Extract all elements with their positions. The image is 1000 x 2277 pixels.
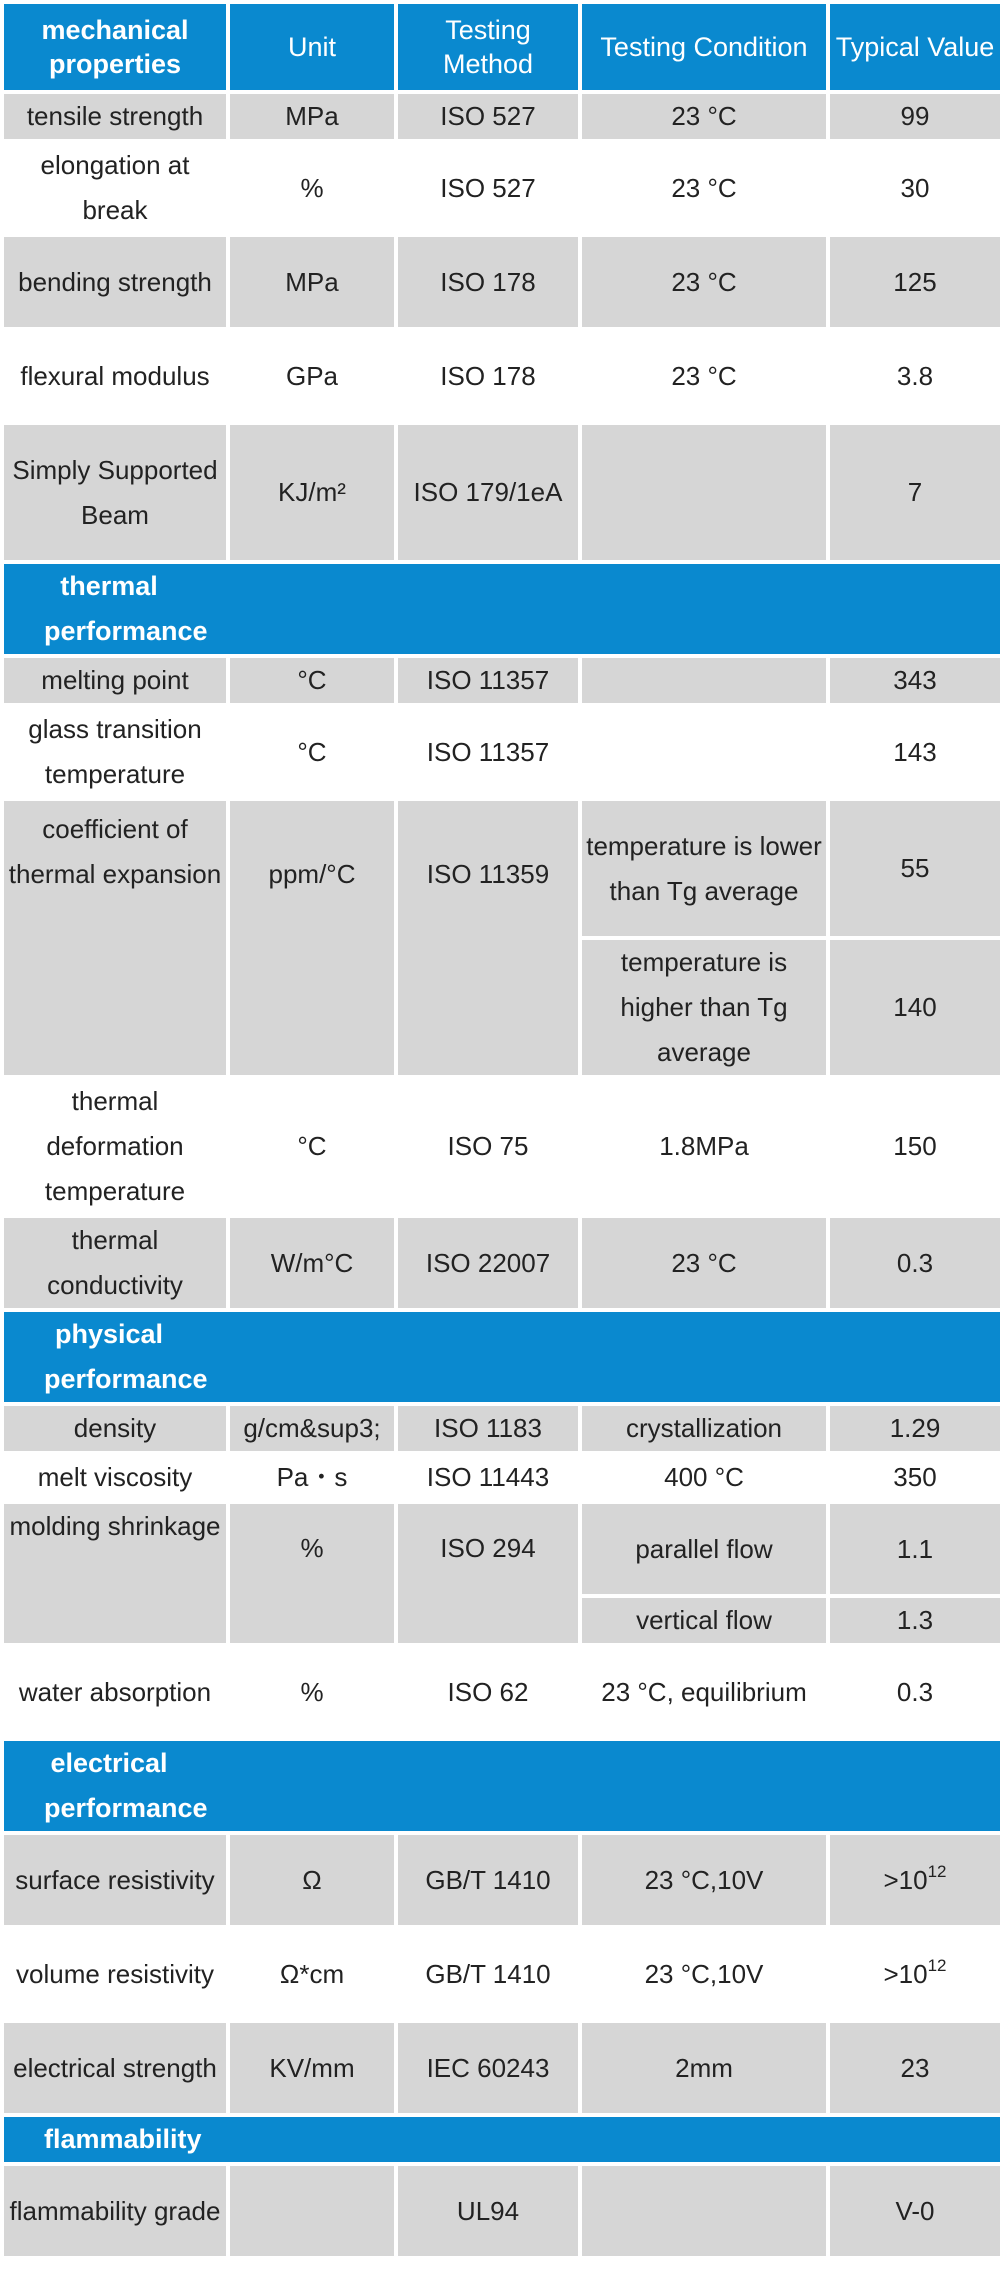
condition-cell: temperature is lower than Tg average	[582, 801, 826, 936]
condition-cell: temperature is higher than Tg average	[582, 940, 826, 1075]
unit-cell: °C	[230, 1079, 394, 1214]
value-cell: 143	[830, 707, 1000, 797]
condition-cell: 23 °C	[582, 237, 826, 327]
property-cell: volume resistivity	[4, 1929, 226, 2019]
table-row	[4, 1455, 1000, 1500]
method-cell: ISO 527	[398, 94, 578, 139]
section-title-text: flammability	[44, 2124, 202, 2154]
table-row	[4, 2023, 1000, 2113]
unit-cell: MPa	[230, 94, 394, 139]
table-row	[4, 1835, 1000, 1925]
value-exponent: 12	[927, 1861, 947, 1881]
property-cell: Simply Supported Beam	[4, 425, 226, 560]
unit-cell: Pa・s	[230, 1455, 394, 1500]
condition-cell: 23 °C	[582, 1218, 826, 1308]
property-cell: molding shrinkage	[4, 1504, 226, 1643]
section-row	[4, 1741, 1000, 1831]
section-title	[4, 2117, 1000, 2162]
unit-cell: g/cm&sup3;	[230, 1406, 394, 1451]
unit-cell: W/m°C	[230, 1218, 394, 1308]
table-row	[4, 707, 1000, 797]
section-row	[4, 1312, 1000, 1402]
condition-cell	[582, 2166, 826, 2256]
method-cell: ISO 75	[398, 1079, 578, 1214]
value-cell: 7	[830, 425, 1000, 560]
method-cell: ISO 11357	[398, 658, 578, 703]
unit-cell: °C	[230, 707, 394, 797]
table-row	[4, 658, 1000, 703]
property-cell: melting point	[4, 658, 226, 703]
method-cell: ISO 178	[398, 331, 578, 421]
property-cell: melt viscosity	[4, 1455, 226, 1500]
section-row	[4, 2117, 1000, 2162]
method-cell: ISO 11357	[398, 707, 578, 797]
condition-cell: 23 °C	[582, 143, 826, 233]
header-category: mechanical properties	[4, 4, 226, 90]
value-cell: 1.1	[830, 1504, 1000, 1594]
value-cell: 30	[830, 143, 1000, 233]
condition-cell: parallel flow	[582, 1504, 826, 1594]
property-cell: water absorption	[4, 1647, 226, 1737]
unit-cell: Ω*cm	[230, 1929, 394, 2019]
method-cell: UL94	[398, 2166, 578, 2256]
unit-cell: GPa	[230, 331, 394, 421]
condition-cell: 23 °C	[582, 331, 826, 421]
header-row	[4, 4, 1000, 90]
value-cell: 0.3	[830, 1218, 1000, 1308]
method-cell: ISO 178	[398, 237, 578, 327]
unit-cell: %	[230, 1504, 394, 1643]
section-title	[4, 1312, 1000, 1402]
unit-cell: %	[230, 143, 394, 233]
property-cell: glass transition temperature	[4, 707, 226, 797]
method-cell: GB/T 1410	[398, 1835, 578, 1925]
condition-cell: 23 °C	[582, 94, 826, 139]
value-cell: 140	[830, 940, 1000, 1075]
value-cell: 125	[830, 237, 1000, 327]
unit-cell: %	[230, 1647, 394, 1737]
property-cell: flexural modulus	[4, 331, 226, 421]
section-title	[4, 1741, 1000, 1831]
unit-cell: Ω	[230, 1835, 394, 1925]
value-exponent: 12	[927, 1955, 947, 1975]
table-row	[4, 1406, 1000, 1451]
table-row	[4, 801, 1000, 936]
value-cell: 150	[830, 1079, 1000, 1214]
condition-cell: 23 °C, equilibrium	[582, 1647, 826, 1737]
value-base: >10	[883, 1864, 928, 1895]
property-cell: thermal conductivity	[4, 1218, 226, 1308]
header-value: Typical Value	[830, 4, 1000, 90]
table-row	[4, 1218, 1000, 1308]
unit-cell: MPa	[230, 237, 394, 327]
property-cell: density	[4, 1406, 226, 1451]
condition-cell: 23 °C,10V	[582, 1929, 826, 2019]
header-method: Testing Method	[398, 4, 578, 90]
method-cell: ISO 179/1eA	[398, 425, 578, 560]
value-cell	[830, 1929, 1000, 2019]
condition-cell	[582, 707, 826, 797]
property-cell: elongation at break	[4, 143, 226, 233]
unit-cell: KV/mm	[230, 2023, 394, 2113]
condition-cell: crystallization	[582, 1406, 826, 1451]
condition-cell: 400 °C	[582, 1455, 826, 1500]
table-row	[4, 143, 1000, 233]
table-row	[4, 331, 1000, 421]
value-cell	[830, 1835, 1000, 1925]
value-cell: 99	[830, 94, 1000, 139]
method-cell: ISO 294	[398, 1504, 578, 1643]
property-cell: tensile strength	[4, 94, 226, 139]
property-cell: electrical strength	[4, 2023, 226, 2113]
condition-cell	[582, 425, 826, 560]
condition-cell: 23 °C,10V	[582, 1835, 826, 1925]
value-cell: 3.8	[830, 331, 1000, 421]
value-base: >10	[883, 1958, 928, 1989]
table-row	[4, 1929, 1000, 2019]
property-cell: thermal deformation temperature	[4, 1079, 226, 1214]
value-cell: 350	[830, 1455, 1000, 1500]
value-cell: 343	[830, 658, 1000, 703]
unit-cell: ppm/°C	[230, 801, 394, 1075]
method-cell: ISO 62	[398, 1647, 578, 1737]
section-title-text: physical performance	[44, 1319, 208, 1394]
value-cell: 1.29	[830, 1406, 1000, 1451]
table-row	[4, 425, 1000, 560]
table-row	[4, 237, 1000, 327]
value-cell: 55	[830, 801, 1000, 936]
method-cell: ISO 11359	[398, 801, 578, 1075]
table-row	[4, 1647, 1000, 1737]
condition-cell: vertical flow	[582, 1598, 826, 1643]
method-cell: ISO 11443	[398, 1455, 578, 1500]
method-cell: GB/T 1410	[398, 1929, 578, 2019]
method-cell: ISO 527	[398, 143, 578, 233]
method-cell: ISO 1183	[398, 1406, 578, 1451]
table-row	[4, 94, 1000, 139]
property-cell: coefficient of thermal expansion	[4, 801, 226, 1075]
unit-cell: °C	[230, 658, 394, 703]
unit-cell: KJ/m²	[230, 425, 394, 560]
value-cell: 23	[830, 2023, 1000, 2113]
section-title-text: electrical performance	[44, 1748, 208, 1823]
value-cell: 0.3	[830, 1647, 1000, 1737]
table-row	[4, 2166, 1000, 2256]
value-cell: V-0	[830, 2166, 1000, 2256]
section-row	[4, 564, 1000, 654]
value-cell: 1.3	[830, 1598, 1000, 1643]
header-condition: Testing Condition	[582, 4, 826, 90]
condition-cell	[582, 658, 826, 703]
table-row	[4, 1504, 1000, 1594]
unit-cell	[230, 2166, 394, 2256]
property-cell: flammability grade	[4, 2166, 226, 2256]
condition-cell: 2mm	[582, 2023, 826, 2113]
condition-cell: 1.8MPa	[582, 1079, 826, 1214]
property-cell: surface resistivity	[4, 1835, 226, 1925]
property-cell: bending strength	[4, 237, 226, 327]
table-row	[4, 1079, 1000, 1214]
method-cell: IEC 60243	[398, 2023, 578, 2113]
section-title-text: thermal performance	[44, 571, 208, 646]
section-title	[4, 564, 1000, 654]
header-unit: Unit	[230, 4, 394, 90]
method-cell: ISO 22007	[398, 1218, 578, 1308]
